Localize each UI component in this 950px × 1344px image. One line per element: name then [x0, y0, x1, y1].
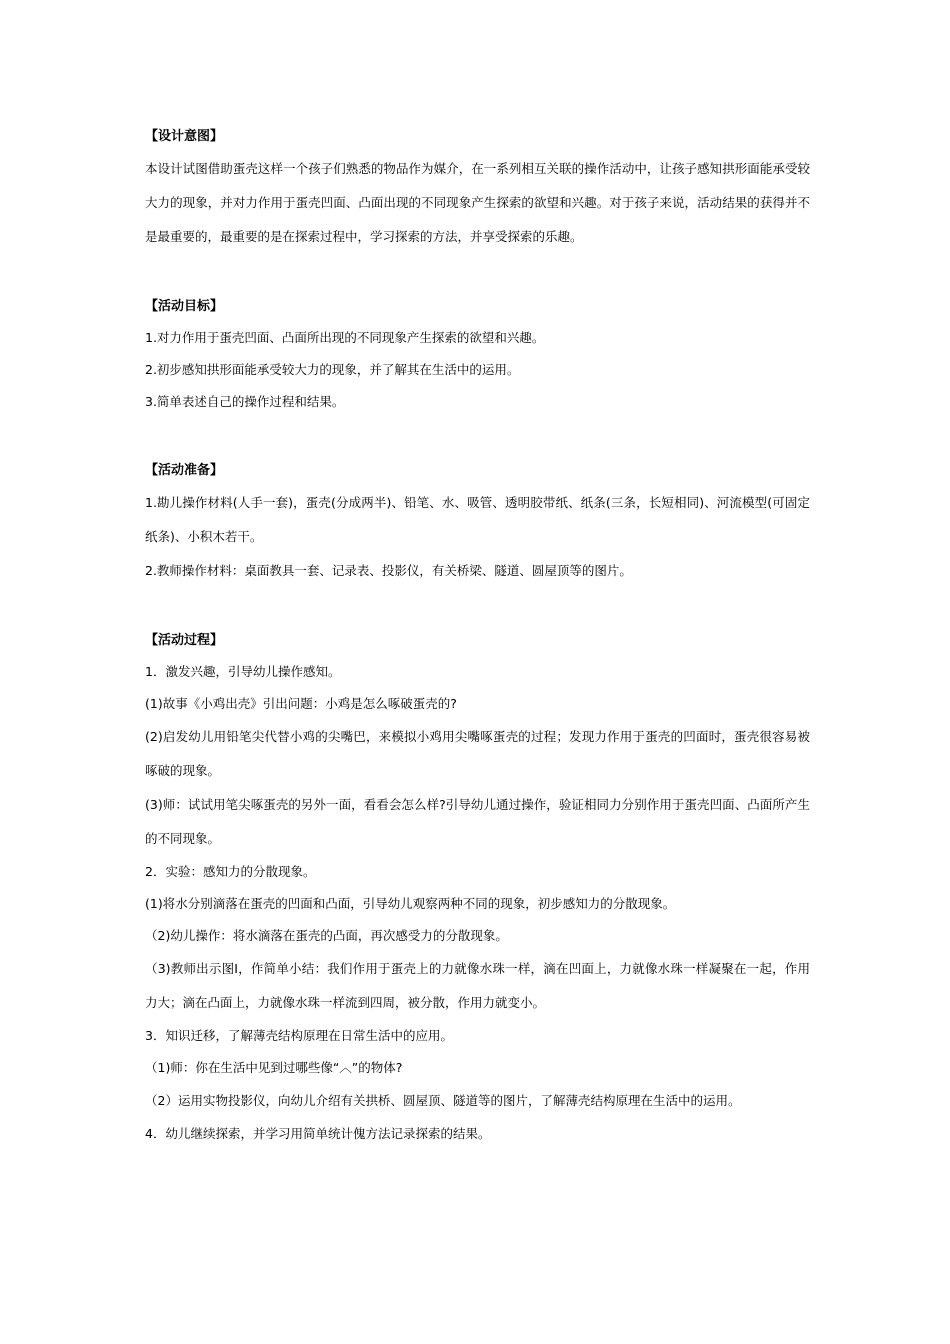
paragraph: 本设计试图借助蛋壳这样一个孩子们熟悉的物品作为媒介，在一系列相互关联的操作活动中，让孩子感知拱形面能承受较大力的现象，并对力作用于蛋壳凹面、凸面出现的不同现象产生探索的欲望和兴趣。对于孩子来说，活动结果的获得并不是最重要的，最重要的是在探索过程中，学习探索的方法，并享受探索的乐趣。 — [145, 161, 810, 244]
document-content — [145, 122, 810, 1150]
section-heading: 【设计意图】 — [145, 129, 224, 144]
section-design-intent — [145, 122, 810, 254]
paragraph: 2.初步感知拱形面能承受较大力的现象，并了解其在生活中的运用。 — [145, 362, 520, 377]
paragraph: (1)故事《小鸡出壳》引出问题：小鸡是怎么啄破蛋壳的? — [145, 696, 457, 711]
section-heading: 【活动过程】 — [145, 633, 224, 648]
section-activity-goals — [145, 292, 810, 418]
paragraph: (1)将水分别滴落在蛋壳的凹面和凸面，引导幼儿观察两种不同的现象，初步感知力的分散现象。 — [145, 896, 676, 911]
paragraph: 4．幼儿继续探索，并学习用简单统计傀方法记录探索的结果。 — [145, 1126, 491, 1141]
section-heading: 【活动准备】 — [145, 463, 224, 478]
paragraph: 3．知识迁移，了解薄壳结构原理在日常生活中的应用。 — [145, 1028, 453, 1043]
paragraph: 3.简单表述自己的操作过程和结果。 — [145, 394, 345, 409]
paragraph: 2.教师操作材料：桌面教具一套、记录表、投影仪，有关桥梁、隧道、圆屋顶等的图片。 — [145, 563, 632, 578]
paragraph: （2）运用实物投影仪，向幼儿介绍有关拱桥、圆屋顶、隧道等的图片，了解薄壳结构原理在生活中的运用。 — [145, 1093, 741, 1108]
paragraph: (3)师：试试用笔尖啄蛋壳的另外一面，看看会怎么样?引导幼儿通过操作，验证相同力分别作用于蛋壳凹面、凸面所产生的不同现象。 — [145, 797, 810, 846]
paragraph: （3)教师出示图Ⅰ，作简单小结：我们作用于蛋壳上的力就像水珠一样，滴在凹面上，力就像水珠一样凝聚在一起，作用力大；滴在凸面上，力就像水珠一样流到四周，被分散，作用力就变小。 — [145, 961, 810, 1010]
paragraph: 1．激发兴趣，引导幼儿操作感知。 — [145, 664, 341, 679]
paragraph: （2)幼儿操作：将水滴落在蛋壳的凸面，再次感受力的分散现象。 — [145, 928, 508, 943]
section-heading: 【活动目标】 — [145, 299, 224, 314]
paragraph: 2．实验：感知力的分散现象。 — [145, 864, 316, 879]
paragraph: 1.勘儿操作材料(人手一套)，蛋壳(分成两半)、铅笔、水、吸管、透明胶带纸、纸条(三条，长短相同)、河流模型(可固定纸条)、小积木若干。 — [145, 495, 810, 544]
paragraph: （1)师：你在生活中见到过哪些像“︿”的物体? — [145, 1060, 403, 1075]
section-activity-process — [145, 626, 810, 1150]
paragraph: 1.对力作用于蛋壳凹面、凸面所出现的不同现象产生探索的欲望和兴趣。 — [145, 330, 545, 345]
paragraph: (2)启发幼儿用铅笔尖代替小鸡的尖嘴巴，来模拟小鸡用尖嘴啄蛋壳的过程；发现力作用于蛋壳的凹面时，蛋壳很容易被啄破的现象。 — [145, 729, 810, 778]
section-activity-preparation — [145, 456, 810, 588]
